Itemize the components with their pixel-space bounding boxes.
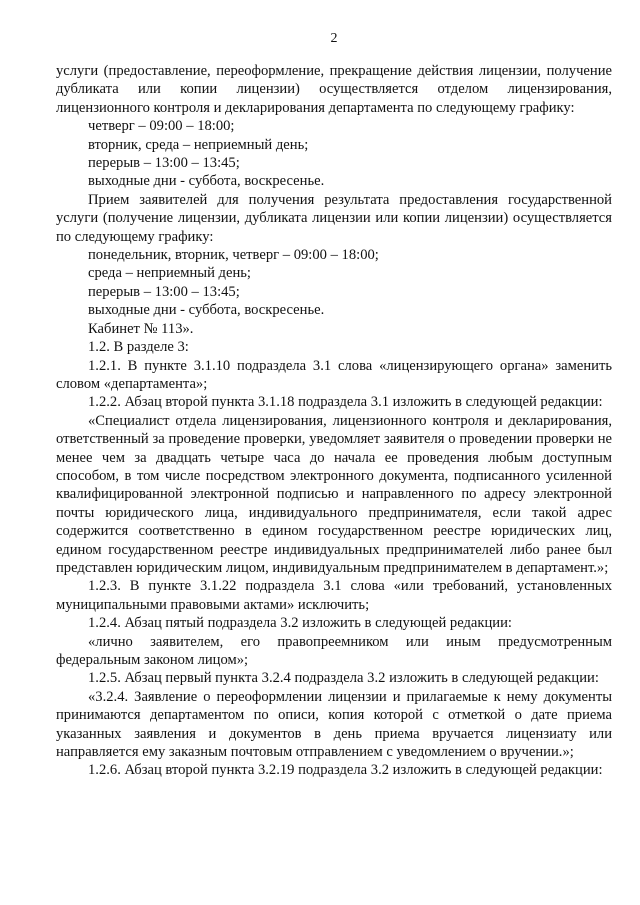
schedule-line: понедельник, вторник, четверг – 09:00 – 18:00; xyxy=(88,247,379,264)
paragraph: 1.2.6. Абзац второй пункта 3.2.19 подраздела 3.2 изложить в следующей редакции: xyxy=(88,762,603,779)
paragraph: «Специалист отдела лицензирования, лицензионного контроля и декларирования, ответственный за проведение проверки, уведомляет заявителя о проведении проверки не менее чем за двадцать четыре часа до начала ее проведения любым доступным способом, в том числе посредством электронного документа, подписанного усиленной квалифицированной электронной подписью и направленного по адресу электронной почты юридического лица, индивидуального предпринимателя, если такой адрес содержится соответственно в едином государственном реестре юридических лиц, едином государственном реестре индивидуальных предпринимателей либо ранее был представлен юридическим лицом, индивидуальным предпринимателем в департамент.»; xyxy=(56,412,612,576)
paragraph: «лично заявителем, его правопреемником или иным предусмотренным федеральным законом лицом»; xyxy=(56,633,612,668)
schedule-line: вторник, среда – неприемный день; xyxy=(88,136,309,153)
paragraph: услуги (предоставление, переоформление, прекращение действия лицензии, получение дубликата или копии лицензии) осуществляется отделом лицензирования, лицензионного контроля и декларирования департамента по следующему графику: xyxy=(56,63,612,116)
paragraph: 1.2.5. Абзац первый пункта 3.2.4 подраздела 3.2 изложить в следующей редакции: xyxy=(88,670,599,687)
paragraph: 1.2.4. Абзац пятый подраздела 3.2 изложить в следующей редакции: xyxy=(88,615,512,632)
paragraph: 1.2.3. В пункте 3.1.22 подраздела 3.1 слова «или требований, установленных муниципальными правовыми актами» исключить; xyxy=(56,578,612,613)
paragraph: 1.2.2. Абзац второй пункта 3.1.18 подраздела 3.1 изложить в следующей редакции: xyxy=(88,394,603,411)
paragraph: Прием заявителей для получения результата предоставления государственной услуги (получение лицензии, дубликата лицензии или копии лицензии) осуществляется по следующему графику: xyxy=(56,191,612,245)
paragraph: 1.2.1. В пункте 3.1.10 подраздела 3.1 слова «лицензирующего органа» заменить словом «департамента»; xyxy=(56,357,612,392)
paragraph: «3.2.4. Заявление о переоформлении лицензии и прилагаемые к нему документы принимаются департаментом по описи, копия которой с отметкой о дате приема указанных заявления и документов в день приема вручается лицензиату или направляется ему заказным почтовым отправлением с уведомлением о вручении.»; xyxy=(56,688,612,761)
schedule-line: перерыв – 13:00 – 13:45; xyxy=(88,283,240,300)
schedule-line: выходные дни - суббота, воскресенье. xyxy=(88,302,325,319)
schedule-line: среда – неприемный день; xyxy=(88,265,251,282)
schedule-line: Кабинет № 113». xyxy=(88,320,194,337)
schedule-line: выходные дни - суббота, воскресенье. xyxy=(88,173,325,190)
schedule-line: перерыв – 13:00 – 13:45; xyxy=(88,155,240,172)
schedule-line: четверг – 09:00 – 18:00; xyxy=(88,118,235,135)
document-body xyxy=(56,62,612,780)
page-number: 2 xyxy=(330,31,338,46)
document-page xyxy=(56,30,612,780)
schedule-line: 1.2. В разделе 3: xyxy=(88,339,189,356)
